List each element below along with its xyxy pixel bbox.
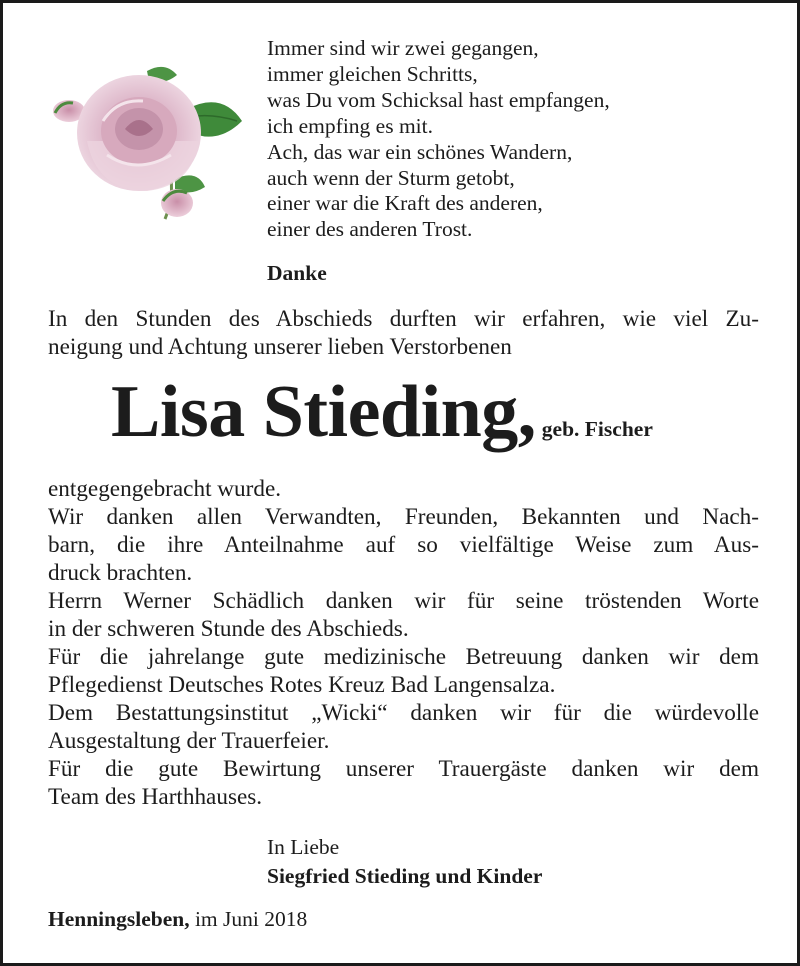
- body-line: druck brachten.: [48, 560, 193, 586]
- place-date: [48, 905, 307, 934]
- poem-line: einer war die Kraft des anderen,: [267, 191, 543, 216]
- body-line: barn, die ihre Anteilnahme auf so vielfältige Weise zum Aus-: [48, 532, 759, 558]
- heading: Danke: [267, 261, 327, 285]
- poem-line: was Du vom Schicksal hast empfangen,: [267, 87, 610, 112]
- birth-name: geb. Fischer: [541, 417, 653, 441]
- poem-line: Immer sind wir zwei gegangen,: [267, 36, 539, 60]
- poem: [267, 36, 610, 243]
- intro-line: In den Stunden des Abschieds durften wir erfahren, wie viel Zu-: [48, 306, 759, 332]
- body-line: Für die gute Bewirtung unserer Trauergäste danken wir dem: [48, 756, 759, 782]
- signature: [267, 833, 542, 891]
- body-line: Pflegedienst Deutsches Rotes Kreuz Bad Langensalza.: [48, 672, 556, 698]
- body-line: Dem Bestattungsinstitut „Wicki“ danken wir für die würdevolle: [48, 700, 759, 726]
- poem-line: ich empfing es mit.: [267, 113, 433, 138]
- deceased-name-line: [111, 371, 653, 453]
- body-line: Wir danken allen Verwandten, Freunden, Bekannten und Nach-: [48, 504, 759, 530]
- date: im Juni 2018: [194, 907, 308, 931]
- poem-line: einer des anderen Trost.: [267, 217, 473, 242]
- signature-names: Siegfried Stieding und Kinder: [267, 864, 543, 888]
- poem-line: Ach, das war ein schönes Wandern,: [267, 139, 573, 164]
- body-line: in der schweren Stunde des Abschieds.: [48, 616, 409, 642]
- poem-line: auch wenn der Sturm getobt,: [267, 165, 515, 190]
- place: Henningsleben,: [48, 907, 190, 931]
- body-line: Team des Harthhauses.: [48, 784, 263, 810]
- body-line: Ausgestaltung der Trauerfeier.: [48, 728, 330, 754]
- body-line: entgegengebracht wurde.: [48, 476, 282, 502]
- signature-closing: In Liebe: [267, 835, 340, 859]
- rose-icon: [47, 51, 247, 231]
- body-line: Herrn Werner Schädlich danken wir für seine tröstenden Worte: [48, 588, 759, 614]
- intro-line: neigung und Achtung unserer lieben Verstorbenen: [48, 334, 512, 360]
- body-line: Für die jahrelange gute medizinische Betreuung danken wir dem: [48, 644, 759, 670]
- deceased-name: Lisa Stieding,: [111, 371, 536, 453]
- poem-line: immer gleichen Schritts,: [267, 61, 478, 86]
